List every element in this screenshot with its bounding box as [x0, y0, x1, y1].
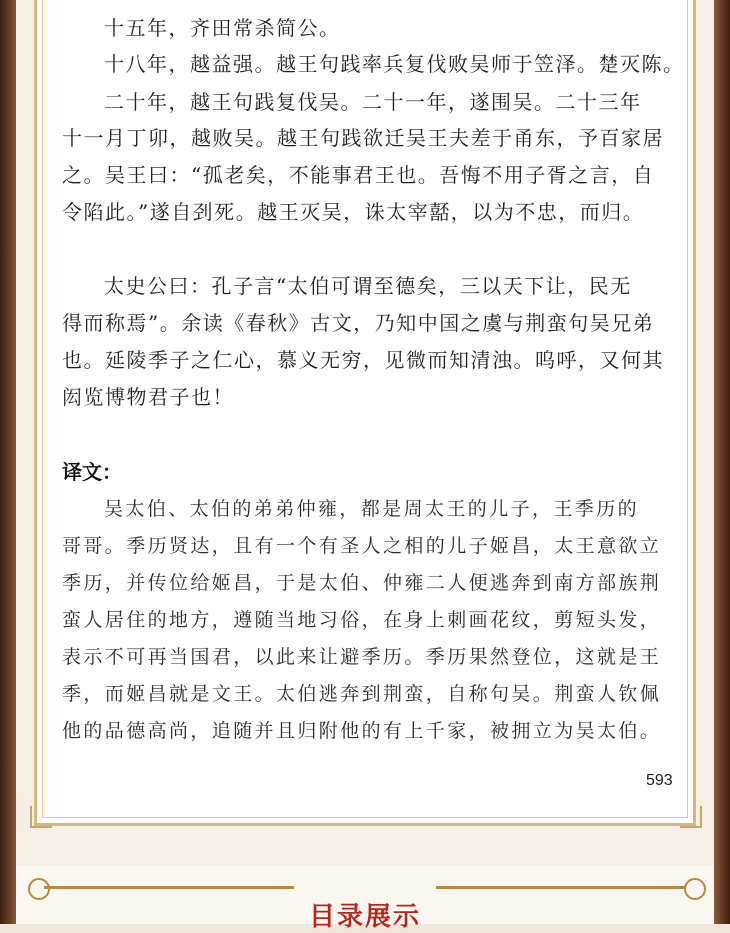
banner-ornament-line: [44, 886, 294, 889]
commentary-text-line: 闳览博物君子也！: [62, 385, 234, 409]
translation-text-line: 表示不可再当国君，以此来让避季历。季历果然登位，这就是王: [62, 646, 662, 668]
scroll-ornament-icon: [684, 878, 706, 900]
frame-corner-ornament: [30, 806, 52, 828]
original-text-line: 之。吴王曰：“孤老矣，不能事君王也。吾悔不用子胥之言，自: [62, 163, 655, 187]
page-number: 593: [646, 772, 673, 789]
commentary-text-line: 太史公曰：孔子言“太伯可谓至德矣，三以天下让，民无: [104, 274, 632, 298]
original-text-line: 令陷此。”遂自刭死。越王灭吴，诛太宰嚭，以为不忠，而归。: [62, 200, 645, 224]
original-text-line: 十八年，越益强。越王句践率兵复伐败吴师于笠泽。楚灭陈。: [104, 52, 685, 76]
left-wood-border: [0, 0, 16, 924]
frame-corner-ornament: [680, 806, 702, 828]
original-text-line: 十一月丁卯，越败吴。越王句践欲迁吴王夫差于甬东，予百家居: [62, 126, 664, 150]
original-text-line: 二十年，越王句践复伐吴。二十一年，遂围吴。二十三年: [104, 90, 642, 114]
translation-text-line: 他的品德高尚，追随并且归附他的有上千家，被拥立为吴太伯。: [62, 720, 662, 742]
commentary-text-line: 也。延陵季子之仁心，慕义无穷，见微而知清浊。呜呼，又何其: [62, 348, 664, 372]
translation-text-line: 季，而姬昌就是文王。太伯逃奔到荆蛮，自称句吴。荆蛮人钦佩: [62, 683, 662, 705]
right-wood-border: [714, 0, 730, 924]
translation-text-line: 吴太伯、太伯的弟弟仲雍，都是周太王的儿子，王季历的: [104, 498, 640, 520]
banner-ornament-line: [436, 886, 686, 889]
section-title: 目录展示: [308, 902, 421, 932]
translation-heading: 译文：: [62, 460, 122, 484]
scroll-ornament-icon: [28, 878, 50, 900]
original-text-line: 十五年，齐田常杀简公。: [104, 16, 341, 40]
translation-text-line: 蛮人居住的地方，遵随当地习俗，在身上刺画花纹，剪短头发，: [62, 609, 662, 631]
translation-text-line: 哥哥。季历贤达，且有一个有圣人之相的儿子姬昌，太王意欲立: [62, 535, 662, 557]
translation-text-line: 季历，并传位给姬昌，于是太伯、仲雍二人便逃奔到南方部族荆: [62, 572, 662, 594]
commentary-text-line: 得而称焉”。余读《春秋》古文，乃知中国之虞与荆蛮句吴兄弟: [62, 311, 655, 335]
